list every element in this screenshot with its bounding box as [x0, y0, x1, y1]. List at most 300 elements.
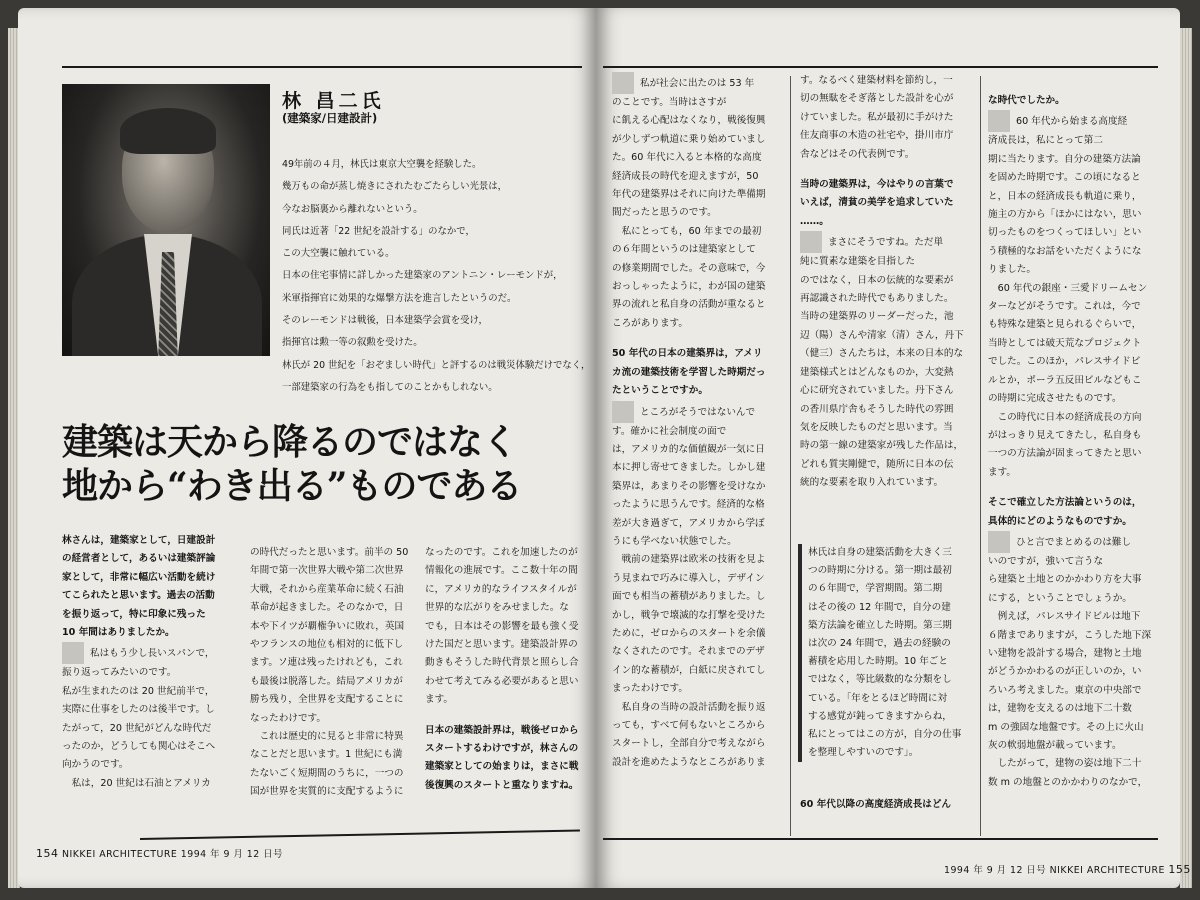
paragraph-line: [250, 599, 408, 617]
left-column-3: [425, 544, 579, 795]
paragraph-line: [808, 580, 978, 598]
text-line: ために，ゼロからのスタートを余儀: [612, 627, 766, 639]
text-line: 切の無駄をそぎ落とした設計を心が: [800, 93, 954, 105]
text-line: が少しずつ軌道に乗り始めていまし: [612, 133, 766, 145]
paragraph-line: [612, 186, 766, 204]
paragraph-line: [425, 618, 579, 636]
paragraph-line: [612, 333, 766, 345]
paragraph-line: [250, 673, 408, 691]
page-number-right: 155: [1168, 863, 1191, 876]
left-column-1: [62, 532, 215, 793]
top-rule-right: [603, 66, 1158, 68]
text-line: 60 年代から始まる高度経: [1016, 116, 1128, 128]
paragraph-line: [425, 654, 579, 672]
paragraph-line: [612, 570, 766, 588]
paragraph-line: [612, 717, 766, 735]
text-line: にする，ということでしょうか。: [988, 592, 1132, 604]
paragraph-line: [250, 765, 408, 783]
paragraph-line: [808, 635, 978, 653]
text-line: 戦前の建築界は欧米の技術を見よ: [612, 554, 766, 566]
text-line: の香川県庁舎もそうした時代の雰囲: [800, 403, 954, 415]
paragraph-line: [612, 241, 766, 259]
folio-right: [944, 862, 1191, 876]
paragraph-line: [988, 590, 1151, 608]
text-line: 私にとっても，60 年までの最初: [612, 225, 762, 237]
paragraph-line: [612, 296, 766, 314]
paragraph-line: [62, 683, 215, 701]
paragraph-line: [800, 456, 964, 474]
column-divider-1: [790, 76, 791, 836]
paragraph-line: [250, 618, 408, 636]
headline-line-1: 建築は天から降るのではなく: [62, 421, 518, 463]
paragraph-line: [62, 532, 215, 550]
paragraph-line: [250, 746, 408, 764]
text-line: そのレーモンドは戦後，日本建築学会賞を受け，: [282, 315, 488, 327]
speaker-marker: [800, 231, 822, 253]
speaker-marker: [612, 72, 634, 94]
text-line: な時代でしたか。: [988, 95, 1065, 106]
paragraph-line: [612, 72, 766, 94]
text-line: 数 m の地盤とのかかわりのなかで，: [988, 776, 1148, 788]
paragraph-line: [988, 188, 1151, 206]
paragraph-line: [612, 204, 766, 222]
paragraph-line: [800, 253, 964, 271]
paragraph-line: [612, 149, 766, 167]
profile-role: (建築家/日建設計): [282, 111, 378, 125]
paragraph-line: [62, 738, 215, 756]
paragraph-line: [282, 176, 582, 198]
text-line: この時代に日本の経済成長の方向: [988, 411, 1142, 423]
text-line: を整理しやすいのです」。: [808, 747, 919, 759]
text-line: カ流の建築技術を学習した時期だっ: [612, 366, 766, 378]
paragraph-line: [800, 231, 964, 253]
paragraph-line: [425, 691, 579, 709]
paragraph-line: [808, 544, 978, 562]
paragraph-line: [612, 643, 766, 661]
text-line: ではなく，等比級数的な分類をし: [808, 674, 952, 686]
paragraph-line: [250, 654, 408, 672]
text-line: ころがあります。: [612, 317, 688, 329]
text-line: 私が社会に出たのは 53 年: [640, 78, 755, 89]
paragraph-line: [612, 551, 766, 569]
paragraph-line: [282, 377, 582, 399]
paragraph-line: [988, 513, 1151, 531]
text-line: スタートし，全部自分で考えながら: [612, 738, 766, 750]
text-line: 林さんは，建築家として，日建設計: [62, 535, 216, 546]
text-line: う積極的なお話をいただくようにな: [988, 245, 1142, 257]
left-column-2: [250, 544, 408, 802]
paragraph-line: [800, 164, 964, 176]
paragraph-line: [988, 531, 1151, 553]
paragraph-line: [988, 110, 1151, 132]
text-line: この大空襲に触れている。: [282, 248, 395, 260]
paragraph-line: [800, 290, 964, 308]
paragraph-line: [988, 445, 1151, 463]
paragraph-line: [282, 221, 582, 243]
text-line: 今なお脳裏から離れないという。: [282, 203, 423, 215]
paragraph-line: [425, 562, 579, 580]
text-line: 済成長は，私にとって第二: [988, 135, 1103, 147]
text-line: 統的な要素を取り入れています。: [800, 477, 944, 489]
paragraph-line: [62, 701, 215, 719]
text-line: ルとか，ポーラ五反田ビルなどもこ: [988, 374, 1142, 386]
paragraph-line: [612, 112, 766, 130]
right-column-3: [988, 92, 1151, 792]
paragraph-line: [612, 260, 766, 278]
text-line: まさにそうですね。ただ単: [828, 237, 944, 249]
paragraph-line: [282, 355, 591, 377]
text-line: ひと言でまとめるのは難し: [1016, 536, 1132, 548]
text-line: ……。: [800, 215, 829, 227]
paragraph-line: [988, 206, 1151, 224]
text-line: かし，戦争で壊滅的な打撃を受けた: [612, 609, 766, 621]
text-line: 実際に仕事をしたのは後半です。し: [62, 704, 215, 716]
text-line: いのですが，強いて言うな: [988, 555, 1104, 567]
paragraph-line: [800, 401, 964, 419]
paragraph-line: [612, 423, 766, 441]
paragraph-line: [988, 169, 1151, 187]
paragraph-line: [800, 364, 964, 382]
text-line: と，日本の経済成長も軌道に乗り，: [988, 190, 1142, 202]
text-line: 振り返ってみたいのです。: [62, 667, 177, 679]
paragraph-line: [988, 261, 1151, 279]
text-line: 林氏は自身の建築活動を大きく三: [808, 547, 952, 558]
magazine-name-left: NIKKEI ARCHITECTURE: [61, 849, 178, 860]
text-line: 年代の建築界はそれに向けた準備期: [612, 189, 766, 201]
paragraph-line: [800, 146, 964, 164]
paragraph-line: [808, 599, 978, 617]
text-line: ったのか，どうしても関心はそこへ: [62, 741, 216, 753]
text-line: でした。このほか，パレスサイドビ: [988, 356, 1141, 368]
text-line: 林氏が 20 世紀を「おぞましい時代」と評するのは戦災体験だけでなく，: [282, 359, 591, 371]
text-line: は，アメリカ的な価値観が一気に日: [612, 443, 765, 455]
text-line: 私は，20 世紀は石油とアメリカ: [62, 777, 211, 789]
folio-left: [36, 846, 283, 860]
speaker-marker: [988, 531, 1010, 553]
text-line: りました。: [988, 264, 1036, 276]
paragraph-line: [612, 382, 766, 400]
paragraph-line: [62, 550, 215, 568]
text-line: たないごく短期間のうちに，一つの: [250, 767, 404, 779]
text-line: 革命が起きました。そのなかで，日: [250, 602, 404, 614]
text-line: やフランスの地位も相対的に低下し: [250, 639, 404, 651]
text-line: （健三）さんたちは，本来の日本的な: [800, 348, 964, 360]
paragraph-line: [425, 599, 579, 617]
paragraph-line: [612, 364, 766, 382]
paragraph-line: [425, 740, 579, 758]
paragraph-line: [988, 427, 1151, 445]
paragraph-line: [988, 390, 1151, 408]
text-line: スタートするわけですが，林さんの: [425, 743, 579, 755]
top-rule-left: [62, 66, 582, 68]
text-line: は次の 24 年間で，過去の経験の: [808, 638, 951, 650]
paragraph-line: [250, 710, 408, 728]
paragraph-line: [425, 777, 579, 795]
text-line: も最後は脱落した。結局アメリカが: [250, 675, 403, 687]
paragraph-line: [988, 682, 1151, 700]
paragraph-line: [988, 608, 1151, 626]
text-line: てこられたと思います。過去の活動: [62, 590, 215, 602]
text-line: 幾万もの命が蒸し焼きにされたむごたらしい光景は，: [282, 181, 508, 193]
paragraph-line: [988, 92, 1151, 110]
text-line: 具体的にどのようなものですか。: [988, 515, 1132, 527]
paragraph-line: [800, 109, 964, 127]
paragraph-line: [612, 459, 766, 477]
text-line: 当時の建築界は，今はやりの言葉で: [800, 179, 954, 191]
issue-date-right: 1994 年 9 月 12 日号: [944, 865, 1047, 876]
paragraph-line: [612, 607, 766, 625]
text-line: たがって，20 世紀がどんな時代だ: [62, 722, 212, 734]
text-line: つの時期に分ける。第一期は最初: [808, 565, 952, 577]
paragraph-line: [425, 722, 579, 740]
paragraph-line: [988, 553, 1151, 571]
paragraph-line: [612, 315, 766, 333]
text-line: を振り返って，特に印象に残った: [62, 608, 206, 620]
paragraph-line: [800, 437, 964, 455]
text-line: 当時の建築界のリーダーだった，池: [800, 311, 954, 323]
text-line: に飢える心配はなくなり，戦後復興: [612, 115, 766, 127]
paragraph-line: [250, 562, 408, 580]
text-line: 10 年間はありましたか。: [62, 627, 175, 639]
text-line: どれも質実剛健で，随所に日本の伝: [800, 458, 954, 470]
paragraph-line: [808, 708, 978, 726]
text-line: 気を反映したものだと思います。当: [800, 421, 953, 433]
right-column-2: [800, 72, 964, 493]
issue-date-left: 1994 年 9 月 12 日号: [180, 849, 283, 860]
paragraph-line: [808, 653, 978, 671]
paragraph-line: [612, 515, 766, 533]
paragraph-line: [250, 728, 408, 746]
text-line: 本や下イツが覇権争いに敗れ，英国: [250, 620, 405, 632]
text-line: 差が大き過ぎて，アメリカから学ぼ: [612, 517, 765, 529]
text-line: の経営者として，あるいは建築評論: [62, 553, 216, 565]
paragraph-line: [808, 744, 978, 762]
paragraph-line: [250, 636, 408, 654]
text-line: に，アメリカ的なライフスタイルが: [425, 583, 577, 595]
text-line: っても，すべて何もないところから: [612, 720, 766, 731]
paragraph-line: [988, 700, 1151, 718]
text-line: す。確かに社会制度の面で: [612, 425, 727, 437]
paragraph-line: [800, 308, 964, 326]
question-line: 60 年代以降の高度経済成長はどん: [800, 799, 952, 810]
paragraph-line: [425, 710, 579, 722]
paragraph-line: [988, 224, 1151, 242]
paragraph-line: [988, 280, 1151, 298]
page-number-left: 154: [36, 847, 59, 860]
paragraph-line: [808, 671, 978, 689]
paragraph-line: [808, 726, 978, 744]
article-headline: [62, 420, 521, 508]
speaker-marker: [988, 110, 1010, 132]
paragraph-line: [988, 132, 1151, 150]
text-line: のことです。当時はさすが: [612, 97, 727, 108]
text-line: 50 年代の日本の建築界は，アメリ: [612, 348, 763, 360]
paragraph-line: [988, 571, 1151, 589]
text-line: も特殊な建築と見られるぐらいで，: [988, 319, 1142, 331]
page-edges-right: [1180, 28, 1192, 888]
paragraph-line: [282, 288, 582, 310]
text-line: 築界は，あまりその影響を受けなか: [612, 480, 766, 492]
paragraph-line: [988, 316, 1151, 334]
paragraph-line: [988, 663, 1151, 681]
paragraph-line: [612, 94, 766, 112]
text-line: 大戦，それから産業革命に続く石油: [250, 583, 404, 595]
text-line: 日本の住宅事情に詳しかった建築家のアントニン・レーモンドが，: [282, 270, 563, 282]
text-line: 蓄積を応用した時期。10 年ごと: [808, 656, 948, 668]
text-line: おっしゃったように，わが国の建築: [612, 281, 766, 293]
text-line: これは歴史的に見ると非常に特異: [250, 731, 404, 743]
text-line: ったように思うんです。経済的な格: [612, 499, 765, 511]
sidebar-note: [798, 544, 978, 762]
text-line: けていました。私が最初に手がけた: [800, 111, 954, 123]
text-line: 動きもそうした時代背景と照らし合: [425, 657, 579, 669]
paragraph-line: [808, 690, 978, 708]
text-line: イン的な蓄積が，白紙に戻されてし: [612, 664, 766, 676]
text-line: の時期に完成させたものです。: [988, 393, 1122, 405]
text-line: 心に研究されていました。丹下さん: [800, 385, 954, 397]
text-line: 一つの方法論が固まってきたと思い: [988, 448, 1142, 460]
paragraph-line: [800, 272, 964, 290]
text-line: でも，日本はその影響を最も強く受: [425, 620, 579, 632]
paragraph-line: [800, 176, 964, 194]
text-line: したがって，建物の姿は地下二十: [988, 758, 1142, 770]
paragraph-line: [988, 298, 1151, 316]
text-line: なったわけです。: [250, 712, 326, 724]
text-line: 同氏は近著「22 世紀を設計する」のなかで，: [282, 225, 475, 237]
text-line: 向かうのです。: [62, 759, 129, 771]
right-column-1: [612, 72, 766, 772]
text-line: 当時としては破天荒なプロジェクト: [988, 337, 1142, 349]
paragraph-line: [282, 332, 582, 354]
paragraph-line: [425, 544, 579, 562]
paragraph-line: [425, 581, 579, 599]
text-line: 施主の方から「ほかにはない，思い: [988, 209, 1142, 221]
text-line: 建築様式とはどんなものか，大変熱: [800, 366, 954, 378]
paragraph-line: [250, 691, 408, 709]
text-line: ところがそうではないんで: [640, 406, 756, 418]
text-line: 間だったと思うのです。: [612, 207, 717, 219]
paragraph-line: [800, 127, 964, 145]
text-line: 後復興のスタートと重なりますね。: [425, 779, 579, 791]
paragraph-line: [282, 154, 582, 176]
text-line: す。なるべく建築材料を節約し，一: [800, 75, 953, 86]
text-line: たということですか。: [612, 385, 708, 397]
paragraph-line: [425, 636, 579, 654]
text-line: 60 年代の銀座・三愛ドリームセン: [988, 282, 1148, 294]
paragraph-line: [988, 409, 1151, 427]
paragraph-line: [612, 345, 766, 363]
magazine-name-right: NIKKEI ARCHITECTURE: [1049, 865, 1165, 876]
text-line: 例えば，パレスサイドビルは地下: [988, 611, 1141, 623]
paragraph-line: [425, 758, 579, 776]
paragraph-line: [62, 756, 215, 774]
paragraph-line: [612, 278, 766, 296]
text-line: なくされたのです。それまでのデザ: [612, 646, 765, 658]
text-line: 世界的な広がりをみせました。な: [425, 602, 569, 614]
paragraph-line: [282, 199, 582, 221]
text-line: の修業期間でした。その意味で，今: [612, 262, 766, 274]
text-line: いえば，清貧の美学を追求していた: [800, 197, 954, 209]
text-line: 純に質素な建築を目指した: [800, 256, 916, 268]
paragraph-line: [808, 562, 978, 580]
paragraph-line: [250, 544, 408, 562]
paragraph-line: [62, 720, 215, 738]
paragraph-line: [612, 754, 766, 772]
text-line: うにも学べない状態でした。: [612, 535, 737, 547]
paragraph-line: [988, 353, 1151, 371]
text-line: 私自身の当時の設計活動を振り返: [612, 701, 766, 713]
paragraph-line: [62, 569, 215, 587]
paragraph-line: [250, 581, 408, 599]
text-line: の６年間で，学習期間。第二期: [808, 583, 943, 595]
text-line: の時代だったと思います。前半の 50: [250, 547, 409, 558]
paragraph-line: [612, 662, 766, 680]
text-line: 私はもう少し長いスパンで，: [90, 648, 215, 660]
text-line: 期に当たります。自分の建築方法論: [988, 153, 1141, 165]
paragraph-line: [62, 587, 215, 605]
text-line: 勝ち残り，全世界を支配することに: [250, 694, 404, 706]
text-line: 本に押し寄せてきました。しかし建: [612, 462, 766, 474]
text-line: 年間で第一次世界大戦や第二次世界: [250, 565, 404, 577]
text-line: い建物を設計する場合，建物と土地: [988, 647, 1142, 659]
text-line: ６階までありますが，こうした地下深: [988, 629, 1152, 641]
profile-name: 林 昌二氏: [282, 90, 385, 112]
paragraph-line: [988, 335, 1151, 353]
text-line: ます。ソ連は残ったけれども，これ: [250, 657, 403, 669]
text-line: わせて考えてみる必要があると思い: [425, 675, 579, 687]
column-divider-2: [980, 76, 981, 836]
text-line: 住友商事の木造の社宅や，掛川市庁: [800, 130, 954, 142]
text-line: ターなどがそうです。これは，今で: [988, 301, 1141, 313]
paragraph-line: [988, 372, 1151, 390]
text-line: 国が世界を実質的に支配するように: [250, 786, 404, 798]
text-line: がどうかかわるのが正しいのか，い: [988, 666, 1142, 678]
text-line: 経済成長の時代を迎えますが，50: [612, 170, 759, 182]
portrait-hair: [120, 108, 216, 154]
paragraph-line: [800, 90, 964, 108]
paragraph-line: [800, 419, 964, 437]
text-line: 再認識された時代でもありました。: [800, 293, 954, 305]
paragraph-line: [988, 243, 1151, 261]
text-line: 切ったものをつくってほしい」とい: [988, 227, 1142, 239]
text-line: 灰の軟弱地盤が載っています。: [988, 740, 1122, 751]
text-line: なことだと思います。1 世紀にも満: [250, 749, 403, 761]
paragraph-line: [800, 327, 964, 345]
paragraph-line: [612, 588, 766, 606]
paragraph-line: [612, 131, 766, 149]
text-line: は，建物を支えるのは地下二十数: [988, 703, 1132, 715]
paragraph-line: [988, 774, 1151, 792]
text-line: を固めた時期です。この頃になると: [988, 172, 1141, 184]
paragraph-line: [612, 441, 766, 459]
text-line: する感覚が鈍ってきますからね，: [808, 710, 952, 722]
text-line: 49年前の４月，林氏は東京大空襲を経験した。: [282, 159, 482, 170]
paragraph-line: [988, 627, 1151, 645]
paragraph-line: [62, 606, 215, 624]
paragraph-line: [988, 151, 1151, 169]
paragraph-line: [988, 494, 1151, 512]
paragraph-line: [800, 194, 964, 212]
text-line: の６年間というのは建築家として: [612, 244, 756, 256]
speaker-marker: [612, 401, 634, 423]
text-line: 指揮官は勲一等の叙勲を受けた。: [282, 337, 423, 349]
paragraph-line: [62, 664, 215, 682]
profile-intro: [282, 154, 591, 399]
text-line: m の強固な地盤です。その上に火山: [988, 721, 1144, 733]
paragraph-line: [800, 474, 964, 492]
paragraph-line: [988, 737, 1151, 755]
paragraph-line: [988, 719, 1151, 737]
